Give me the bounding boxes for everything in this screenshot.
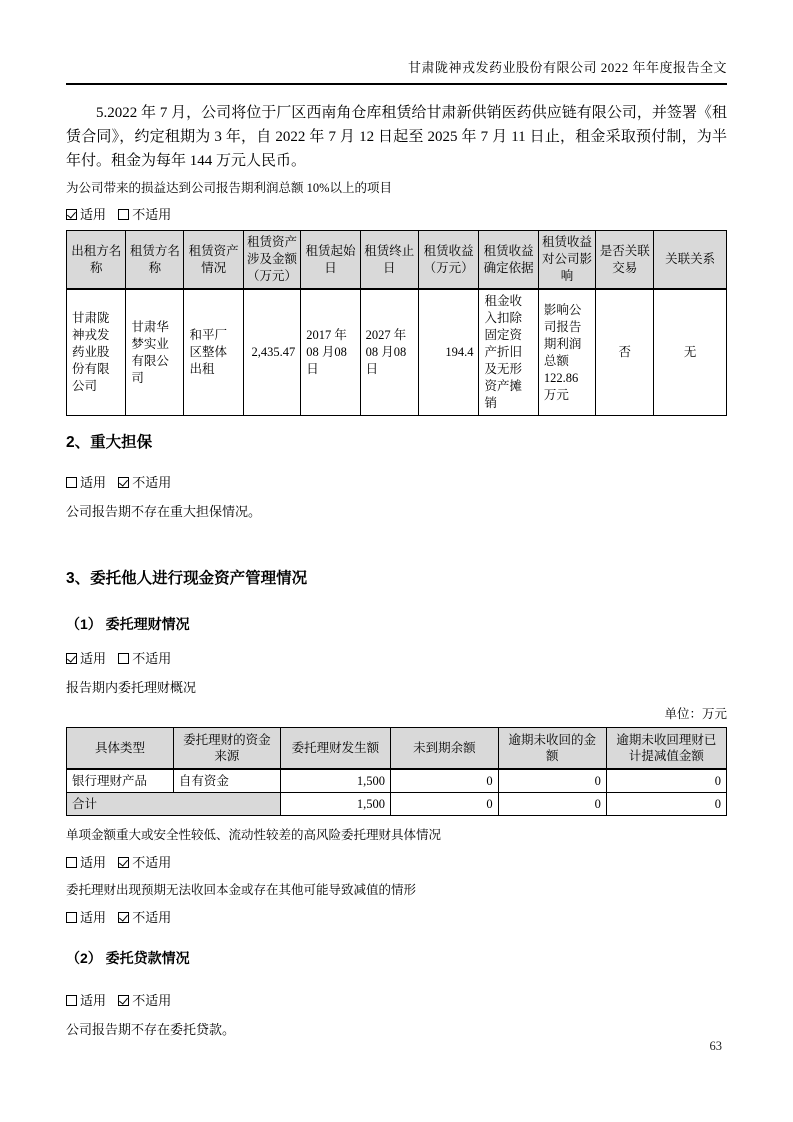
applicability-line-loan: [66, 990, 727, 1009]
column-header: 租赁方名称: [126, 231, 184, 290]
not-applicable-label: 不适用: [132, 855, 172, 870]
table-cell: 银行理财产品: [67, 769, 174, 793]
checkbox-not-applicable-icon: [118, 995, 129, 1006]
table-cell: 0: [498, 769, 606, 793]
checkbox-not-applicable-icon: [118, 857, 129, 868]
lease-paragraph: 5.2022 年 7 月，公司将位于厂区西南角仓库租赁给甘肃新供销医药供应链有限公司，并签署《租赁合同》，约定租期为 3 年，自 2022 年 7 月 12 日起至 2025 年 7 月 11 日止，租金采取预付制，为半年付。租金为每年 144 万元人民币。: [66, 105, 727, 169]
table-cell: 影响公司报告期利润总额 122.86 万元: [538, 289, 595, 416]
column-header: 租赁起始日: [301, 231, 360, 290]
table-cell: 1,500: [280, 769, 390, 793]
column-header: 委托理财的资金来源: [173, 728, 280, 770]
column-header: 逾期未收回的金额: [498, 728, 606, 770]
not-applicable-label: 不适用: [132, 910, 172, 925]
table-cell: 2027 年08 月08 日: [360, 289, 418, 416]
table-cell: 0: [606, 793, 726, 816]
wealth-table-header-row: [67, 728, 727, 770]
lease-table-row: [67, 289, 727, 416]
checkbox-not-applicable-icon: [118, 912, 129, 923]
applicability-line-guarantee: [66, 472, 727, 491]
table-cell: 和平厂区整体出租: [184, 289, 243, 416]
checkbox-applicable-icon: [66, 912, 77, 923]
checkbox-not-applicable-icon: [118, 477, 129, 488]
column-header: 租赁终止日: [360, 231, 418, 290]
checkbox-not-applicable-icon: [118, 209, 129, 220]
table-cell: 0: [498, 793, 606, 816]
profit-threshold-note: 为公司带来的损益达到公司报告期利润总额 10%以上的项目: [66, 181, 393, 195]
table-cell: 甘肃陇神戎发药业股份有限公司: [67, 289, 126, 416]
table-cell: 租金收入扣除固定资产折旧及无形资产摊销: [479, 289, 538, 416]
page-number: 63: [709, 1039, 722, 1053]
column-header: 租赁资产情况: [184, 231, 243, 290]
checkbox-applicable-icon: [66, 857, 77, 868]
lease-table: [66, 230, 727, 416]
applicability-line-high-risk: [66, 852, 727, 871]
table-cell: 自有资金: [173, 769, 280, 793]
wealth-table-row: [67, 769, 727, 793]
impairment-note: 委托理财出现预期无法收回本金或存在其他可能导致减值的情形: [66, 883, 417, 897]
table-cell: 0: [391, 769, 499, 793]
section-heading-guarantee: 2、重大担保: [66, 434, 153, 451]
checkbox-applicable-icon: [66, 209, 77, 220]
wealth-table-total-row: [67, 793, 727, 816]
loan-note: 公司报告期不存在委托贷款。: [66, 1022, 236, 1037]
applicable-label: 适用: [80, 993, 107, 1008]
checkbox-applicable-icon: [66, 477, 77, 488]
column-header: 未到期余额: [391, 728, 499, 770]
column-header: 关联关系: [654, 231, 727, 290]
table-cell: 甘肃华梦实业有限公司: [126, 289, 184, 416]
table-cell: 否: [596, 289, 654, 416]
guarantee-note: 公司报告期不存在重大担保情况。: [66, 504, 262, 519]
column-header: 租赁资产涉及金额（万元）: [243, 231, 300, 290]
wealth-overview-note: 报告期内委托理财概况: [66, 680, 197, 695]
column-header: 租赁收益（万元）: [418, 231, 479, 290]
column-header: 具体类型: [67, 728, 174, 770]
checkbox-applicable-icon: [66, 995, 77, 1006]
subsection-heading-loan: （2） 委托贷款情况: [66, 950, 190, 966]
table-cell: 无: [654, 289, 727, 416]
not-applicable-label: 不适用: [132, 651, 172, 666]
section-heading-entrust: 3、委托他人进行现金资产管理情况: [66, 570, 308, 587]
table-cell: 2,435.47: [243, 289, 300, 416]
checkbox-not-applicable-icon: [118, 653, 129, 664]
total-label-cell: 合计: [67, 793, 281, 816]
high-risk-note: 单项金额重大或安全性较低、流动性较差的高风险委托理财具体情况: [66, 828, 442, 842]
applicability-line-lease: [66, 204, 727, 223]
wealth-management-table: [66, 727, 727, 816]
table-cell: 0: [606, 769, 726, 793]
subsection-heading-wealth: （1） 委托理财情况: [66, 616, 190, 632]
lease-table-header-row: [67, 231, 727, 290]
column-header: 租赁收益对公司影响: [538, 231, 595, 290]
table-cell: 0: [391, 793, 499, 816]
applicable-label: 适用: [80, 475, 107, 490]
applicable-label: 适用: [80, 910, 107, 925]
column-header: 出租方名称: [67, 231, 126, 290]
applicable-label: 适用: [80, 855, 107, 870]
applicable-label: 适用: [80, 207, 107, 222]
unit-label: 单位：万元: [664, 707, 727, 721]
column-header: 委托理财发生额: [280, 728, 390, 770]
table-cell: 1,500: [280, 793, 390, 816]
table-cell: 2017 年08 月08 日: [301, 289, 360, 416]
not-applicable-label: 不适用: [132, 993, 172, 1008]
applicability-line-impairment: [66, 907, 727, 926]
report-header-title: 甘肃陇神戎发药业股份有限公司 2022 年年度报告全文: [66, 0, 727, 85]
column-header: 租赁收益确定依据: [479, 231, 538, 290]
column-header: 逾期未收回理财已计提减值金额: [606, 728, 726, 770]
checkbox-applicable-icon: [66, 653, 77, 664]
applicability-line-wealth: [66, 648, 727, 667]
not-applicable-label: 不适用: [132, 475, 172, 490]
not-applicable-label: 不适用: [132, 207, 172, 222]
table-cell: 194.4: [418, 289, 479, 416]
applicable-label: 适用: [80, 651, 107, 666]
column-header: 是否关联交易: [596, 231, 654, 290]
